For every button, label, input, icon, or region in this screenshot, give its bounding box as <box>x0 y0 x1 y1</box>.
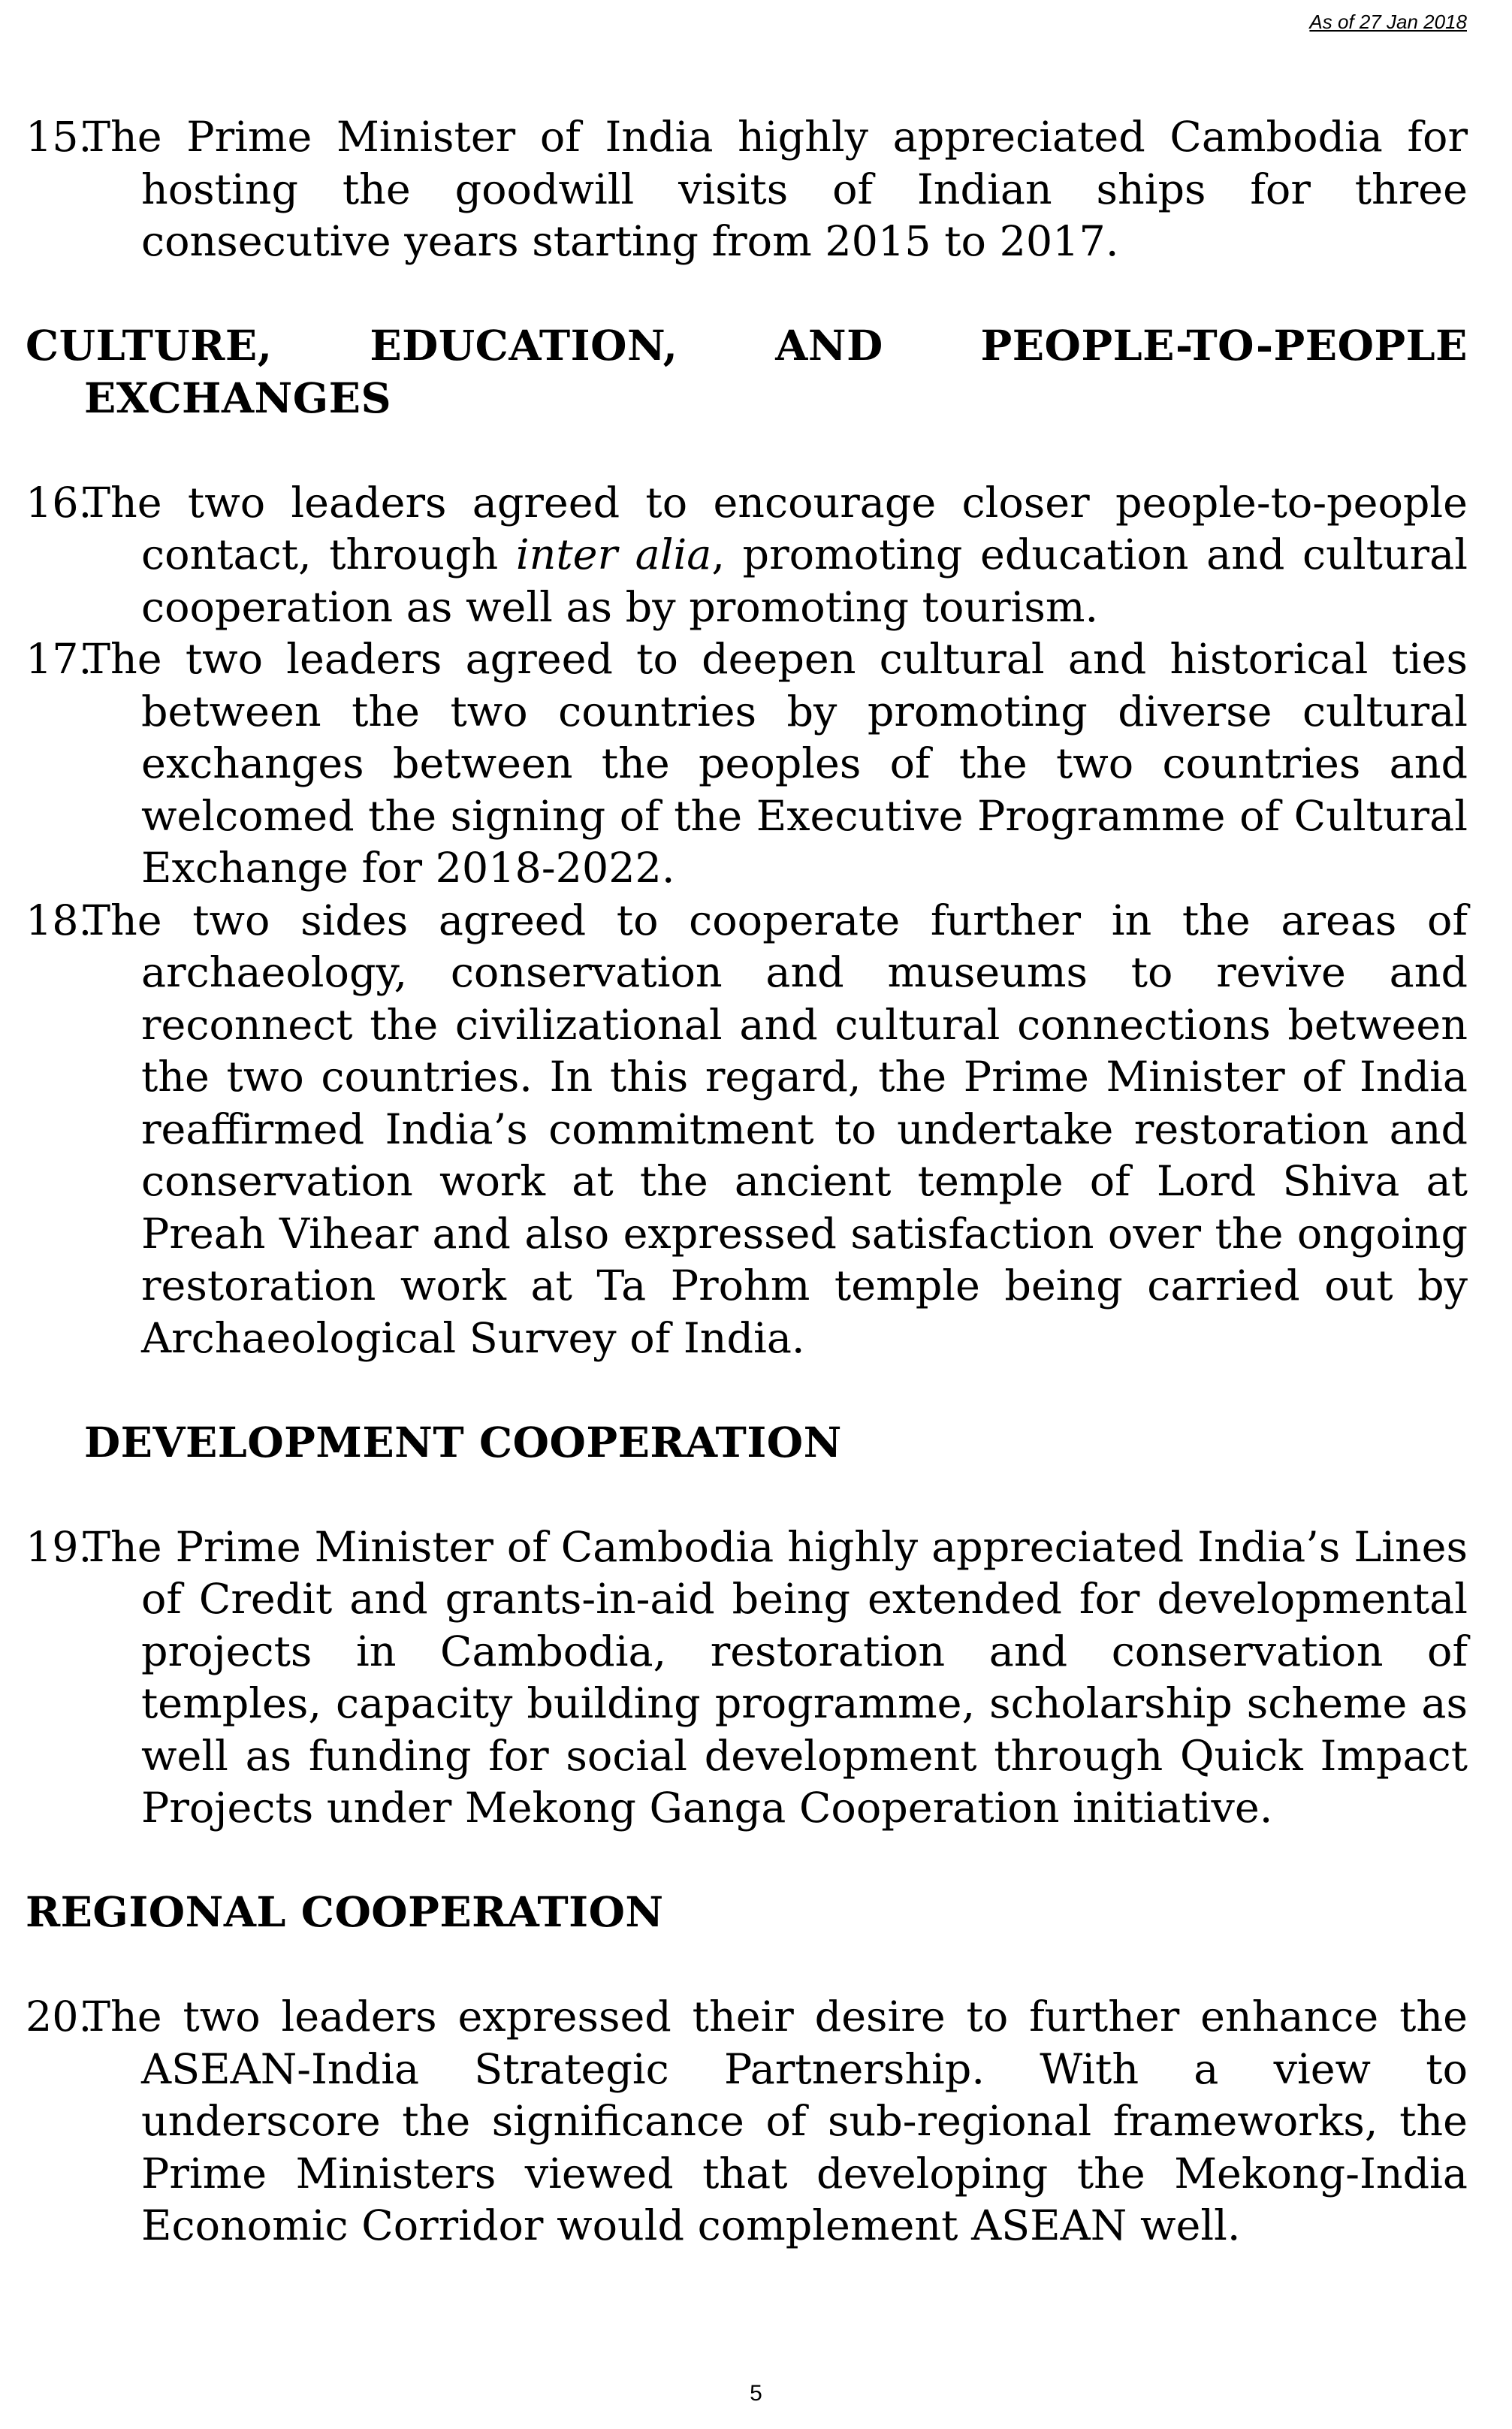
paragraph-text: The two leaders expressed their desire to further enhance the ASEAN-India Strategic Partnership. With a view to underscore the significance of sub-regional frameworks, the Prime Ministers viewed that developing the Mekong-India Economic Corridor would complement ASEAN well. <box>83 1992 1468 2250</box>
paragraph-16 <box>26 477 1468 634</box>
paragraph-number: 20. <box>26 1992 92 2041</box>
date-stamp: As of 27 Jan 2018 <box>1309 11 1467 33</box>
paragraph-number: 19. <box>26 1522 92 1572</box>
paragraph-20 <box>26 1991 1468 2252</box>
paragraph-text: The Prime Minister of Cambodia highly appreciated India’s Lines of Credit and grants-in-aid being extended for developmental projects in Cambodia, restoration and conservation of temples, capacity building programme, scholarship scheme as well as funding for social development through Quick Impact Projects under Mekong Ganga Cooperation initiative. <box>83 1522 1468 1832</box>
heading-regional-cooperation: REGIONAL COOPERATION <box>26 1888 664 1937</box>
paragraph-text: The Prime Minister of India highly appreciated Cambodia for hosting the goodwill visits of Indian ships for three consecutive years starting from 2015 to 2017. <box>83 113 1468 266</box>
document-body <box>26 111 1468 2252</box>
heading-culture-education: CULTURE, EDUCATION, AND PEOPLE-TO-PEOPLE EXCHANGES <box>26 322 1468 423</box>
paragraph-19 <box>26 1521 1468 1835</box>
paragraph-text: The two leaders agreed to deepen cultural and historical ties between the two countries by promoting diverse cultural exchanges between the peoples of the two countries and welcomed the signing of the Executive Programme of Cultural Exchange for 2018-2022. <box>83 635 1468 893</box>
page-number: 5 <box>750 2381 762 2406</box>
paragraph-text: The two sides agreed to cooperate further in the areas of archaeology, conservation and museums to revive and reconnect the civilizational and cultural connections between the two countries. In this regard, the Prime Minister of India reaffirmed India’s commitment to undertake restoration and conservation work at the ancient temple of Lord Shiva at Preah Vihear and also expressed satisfaction over the ongoing restoration work at Ta Prohm temple being carried out by Archaeological Survey of India. <box>83 896 1468 1363</box>
paragraph-number: 17. <box>26 635 92 684</box>
paragraph-number: 18. <box>26 896 92 945</box>
italic-phrase: inter alia <box>515 530 712 579</box>
paragraph-text: The two leaders agreed to encourage closer people-to-people contact, through inter alia, promoting education and cultural cooperation as well as by promoting tourism. <box>83 478 1468 632</box>
paragraph-15 <box>26 111 1468 268</box>
paragraph-number: 15. <box>26 113 92 162</box>
paragraph-number: 16. <box>26 478 92 527</box>
paragraph-18 <box>26 895 1468 1365</box>
heading-development-cooperation: DEVELOPMENT COOPERATION <box>84 1418 842 1467</box>
paragraph-17 <box>26 633 1468 895</box>
